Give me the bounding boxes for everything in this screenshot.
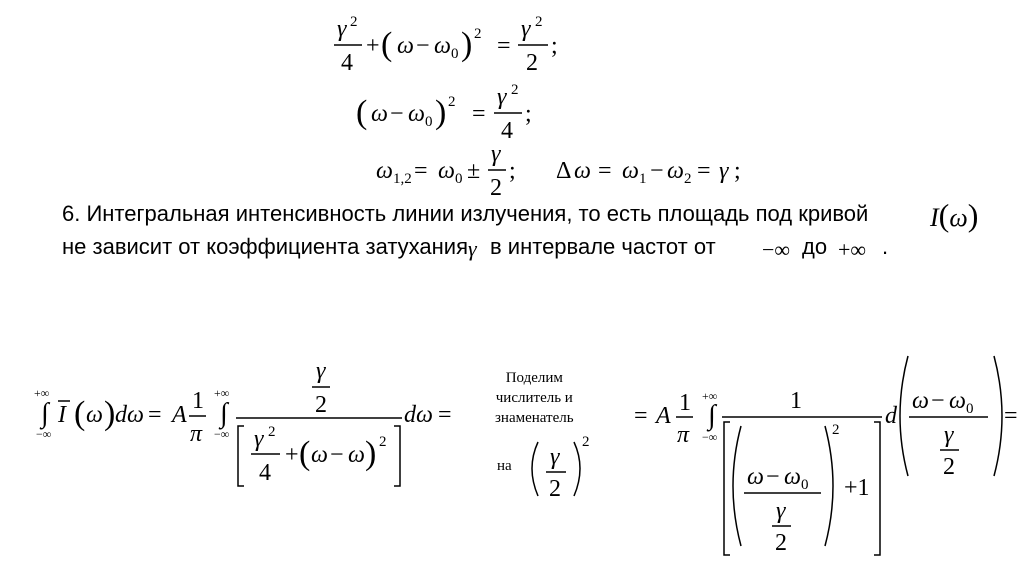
paragraph-line-2b: в интервале частот от [490,234,716,259]
svg-text:2: 2 [535,14,543,30]
svg-text:=: = [1004,403,1018,429]
top-equations [0,0,1024,200]
svg-text:ω: ω [434,33,451,59]
note-line-3: знаменатель [495,410,574,426]
svg-text:ω: ω [376,158,393,184]
equation-3 [376,141,516,200]
svg-text:2: 2 [448,94,456,110]
svg-text:4: 4 [501,118,513,144]
svg-text:−∞: −∞ [214,427,230,441]
svg-text:2: 2 [474,26,482,42]
svg-text:1: 1 [790,388,802,414]
svg-text:2: 2 [832,422,840,438]
svg-text:;: ; [551,33,558,59]
note-line-1: Поделим [505,370,563,386]
svg-text:0: 0 [966,401,974,417]
svg-text:): ) [461,26,473,63]
svg-text:(: ( [381,26,393,63]
svg-text:1: 1 [679,390,691,416]
svg-text:): ) [104,395,116,432]
svg-text:1: 1 [639,171,647,187]
svg-text:ω: ω [574,158,591,184]
svg-text:ω: ω [408,101,425,127]
svg-text:ω: ω [912,388,929,414]
equation-4 [556,158,741,187]
svg-text:): ) [365,435,377,472]
paragraph-line-2a: не зависит от коэффициента затухания [62,234,468,259]
svg-text:ω: ω [397,33,414,59]
svg-text:±: ± [467,158,481,184]
svg-text:+: + [366,33,380,59]
svg-text:2: 2 [526,50,538,76]
svg-text:;: ; [509,158,516,184]
svg-text:γ: γ [550,444,560,470]
svg-text:−∞: −∞ [702,430,718,444]
svg-text:γ: γ [521,16,531,42]
svg-text:+1: +1 [844,475,870,501]
svg-text:=: = [148,402,162,428]
svg-text:γ: γ [491,141,501,167]
svg-text:+∞: +∞ [34,386,50,400]
svg-text:ω: ω [348,442,365,468]
svg-text:4: 4 [341,50,353,76]
svg-text:0: 0 [451,46,459,62]
svg-text:=: = [414,158,428,184]
note-formula [520,432,600,512]
svg-text:+∞: +∞ [702,389,718,403]
svg-text:dω: dω [404,402,433,428]
svg-text:ω: ω [86,402,103,428]
svg-text:−: − [766,464,780,490]
svg-text:2: 2 [268,424,276,440]
svg-text:2: 2 [511,82,519,98]
svg-text:=: = [497,33,511,59]
svg-text:dω: dω [115,402,144,428]
svg-text:ω: ω [438,158,455,184]
svg-text:2: 2 [315,392,327,418]
svg-text:∫: ∫ [708,400,716,431]
svg-text:2: 2 [490,175,502,200]
svg-text:−: − [390,101,404,127]
svg-text:∫: ∫ [41,398,49,429]
svg-text:∫: ∫ [220,398,228,429]
svg-text:=: = [697,158,711,184]
svg-text:(: ( [74,395,86,432]
svg-text:+∞: +∞ [214,386,230,400]
svg-text:Δ: Δ [556,158,572,184]
gamma-symbol: γ [468,236,477,261]
svg-text:A: A [656,403,671,429]
svg-text:1: 1 [192,388,204,414]
svg-text:2: 2 [775,530,787,556]
svg-text:0: 0 [455,171,463,187]
svg-text:γ: γ [316,358,326,384]
svg-text:;: ; [525,101,532,127]
svg-text:4: 4 [259,460,271,486]
svg-text:ω: ω [371,101,388,127]
svg-text:ω: ω [667,158,684,184]
svg-text:=: = [438,402,452,428]
svg-text:γ: γ [337,16,347,42]
svg-text:−∞: −∞ [36,427,52,441]
paragraph-line-1: 6. Интегральная интенсивность линии излучения, то есть площадь под кривой [62,201,869,226]
svg-text:2: 2 [582,434,590,450]
svg-text:ω: ω [784,464,801,490]
svg-text:π: π [190,421,203,447]
svg-text:ω: ω [747,464,764,490]
plus-infinity: +∞ [838,237,867,262]
note-block [495,368,574,428]
svg-text:A: A [172,402,187,428]
note-line-2: числитель и [495,390,573,406]
minus-infinity: −∞ [762,237,791,262]
svg-text:=: = [634,403,648,429]
svg-text:π: π [677,422,690,448]
paragraph-line-2c: до [802,234,828,259]
integral-right [600,350,1024,565]
svg-text:γ: γ [497,84,507,110]
svg-text:2: 2 [549,476,561,502]
svg-text:+: + [285,442,299,468]
svg-text:;: ; [734,158,741,184]
note-line-4: на [497,458,512,474]
svg-text:d: d [885,403,897,429]
svg-text:(: ( [299,435,311,472]
svg-text:=: = [472,101,486,127]
svg-text:−: − [650,158,664,184]
svg-text:2: 2 [350,14,358,30]
svg-text:=: = [598,158,612,184]
svg-text:2: 2 [943,454,955,480]
svg-text:γ: γ [254,426,264,452]
svg-text:ω: ω [311,442,328,468]
svg-text:γ: γ [719,158,729,184]
svg-text:ω: ω [622,158,639,184]
I-omega-symbol: I(ω) [930,197,979,233]
svg-text:−: − [931,388,945,414]
svg-text:2: 2 [379,434,387,450]
svg-text:γ: γ [944,422,954,448]
svg-text:−: − [416,33,430,59]
svg-text:(: ( [356,94,368,131]
equation-2 [356,82,532,144]
equation-1 [334,14,558,76]
svg-text:−: − [330,442,344,468]
svg-text:2: 2 [684,171,692,187]
svg-text:0: 0 [425,114,433,130]
svg-text:I: I [58,402,66,428]
paragraph-end: . [882,234,889,259]
svg-text:1,2: 1,2 [393,171,412,187]
svg-text:ω: ω [949,388,966,414]
svg-text:): ) [435,94,447,131]
integral-left [0,340,480,500]
svg-text:0: 0 [801,477,809,493]
svg-text:γ: γ [776,498,786,524]
